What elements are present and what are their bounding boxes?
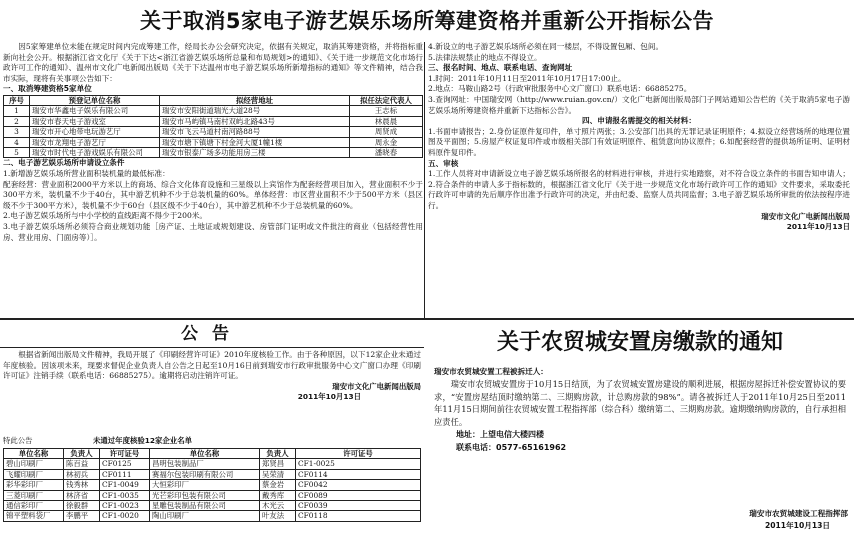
cell: 吴荣清 bbox=[260, 469, 296, 479]
condition-2: 2.电子游艺娱乐场所与中小学校的直线距离不得少于200米。 bbox=[3, 211, 207, 221]
cell: 陈百益 bbox=[64, 459, 100, 469]
registration-place: 2.地点：马鞍山路2号（行政审批服务中心文广窗口）联系电话：66885275。 bbox=[428, 84, 692, 94]
notice-paragraph: 根据省新闻出版局文件精神，我局开展了《印刷经营许可证》2010年度核验工作。由于各种原因，以下12家企业未通过年度核验。因该项未来，现要求督促企业负责人自公告之日起至10月16日前到瑞安市行政审批服务中心文广窗口办理《印刷许可证》注销手续（联系电话：66885275）。逾期将启动注销许可证。 bbox=[3, 350, 421, 381]
col-header-unit: 预登记单位名称 bbox=[30, 95, 160, 105]
cell: CF1-0049 bbox=[100, 480, 150, 490]
cell-unit: 瑞安市开心地带电玩游艺厅 bbox=[30, 127, 160, 137]
notice-table-caption bbox=[3, 435, 421, 446]
address-label: 地址： bbox=[456, 430, 480, 440]
review-process: 1.工作人员将对申请新设立电子游艺娱乐场所报名的材料进行审核，并进行实地踏察，对不符合设立条件的书面告知申请人；2.符合条件的申请人多于指标数的，根据浙江省文化厅《关于进一步规范文化市场行政许可工作的通知》文件要求，采取委托行政许可申请的先后顺序作出准予行政许可的决定，并由纪委、监察人员共同监督；3.电子游艺娱乐场所审批的依法按程序进行。 bbox=[428, 169, 850, 210]
farm-address-line bbox=[434, 428, 846, 441]
cell: 锦平塑料袋厂 bbox=[4, 511, 64, 521]
cell: 彩华彩印厂 bbox=[4, 480, 64, 490]
farm-notice-paragraph: 瑞安市农贸城安置房于10月15日结顶，为了农贸城安置房建设的顺利进展，根据房屋拆迁补偿安置协议的要求，“安置房屋结顶时缴纳第二、三期购房款，计总购房款的98%”。请各被拆迁人于2011年10月25日至2011年11月15日期间前往农贸城安置工程指挥部（综合科）缴纳第二、三期购房款。逾期缴纳购房款的，自行承担相应责任。 bbox=[434, 379, 846, 427]
cell: CF1-0023 bbox=[100, 501, 150, 511]
cell: 通信彩印厂 bbox=[4, 501, 64, 511]
cell: CF1-0035 bbox=[100, 490, 150, 500]
condition-3: 3.电子游艺娱乐场所必须符合商业规划功能［房产证、土地证或规划建设、房管部门证明或文件批注的商业（包括经营性用房、营业用房、门面房等）］。 bbox=[3, 221, 423, 242]
cell: 郑贤昌 bbox=[260, 459, 296, 469]
cell: CF0125 bbox=[100, 459, 150, 469]
cell-rep: 林晨晨 bbox=[350, 116, 423, 126]
cell: 叶友法 bbox=[260, 511, 296, 521]
col-header-unit: 单位名称 bbox=[150, 449, 260, 459]
signature-org: 瑞安市文化广电新闻出版局 bbox=[761, 211, 850, 221]
registration-time: 1.时间：2011年10月11日至2011年10月17日17:00止。 bbox=[428, 73, 626, 83]
cell-address: 瑞安市马屿镇马南村双屿北路43号 bbox=[160, 116, 350, 126]
table-row bbox=[4, 490, 421, 500]
cell-address: 瑞安市银泰广场多功能用房三楼 bbox=[160, 148, 350, 158]
farm-notice-addressee: 瑞安市农贸城安置工程被拆迁人： bbox=[434, 367, 548, 376]
col-header-license: 许可证号 bbox=[296, 449, 421, 459]
signature-date: 2011年10月13日 bbox=[786, 221, 850, 231]
cell-no: 1 bbox=[4, 106, 30, 116]
condition-1: 1.新增游艺娱乐场所营业面积装机量的最低标准： bbox=[3, 169, 170, 178]
cell: 碧山印刷厂 bbox=[4, 459, 64, 469]
table-row bbox=[4, 480, 421, 490]
main-title: 关于取消5家电子游艺娱乐场所筹建资格并重新公开指标公告 bbox=[139, 9, 715, 33]
table-row bbox=[4, 501, 421, 511]
column-divider bbox=[424, 42, 425, 318]
cell: 陶山印刷厂 bbox=[150, 511, 260, 521]
cell: 光芒彩印包装有限公司 bbox=[150, 490, 260, 500]
cell: CF0114 bbox=[296, 469, 421, 479]
notice-title: 公告 bbox=[0, 320, 424, 348]
table-row bbox=[4, 116, 423, 126]
failed-enterprises-table bbox=[3, 448, 421, 522]
cell: CF0111 bbox=[100, 469, 150, 479]
cell: 三菱印刷厂 bbox=[4, 490, 64, 500]
section-1-heading: 一、取消筹建资格5家单位 bbox=[3, 84, 92, 94]
col-header-license: 许可证号 bbox=[100, 449, 150, 459]
farm-notice-body bbox=[434, 366, 846, 454]
cell: 徐毅群 bbox=[64, 501, 100, 511]
cell-no: 4 bbox=[4, 137, 30, 147]
cell-address: 瑞安市塘下镇塘下村金河大厦1幢1楼 bbox=[160, 137, 350, 147]
col-header-person: 负责人 bbox=[64, 449, 100, 459]
cell-no: 5 bbox=[4, 148, 30, 158]
cancel-notice-right-column bbox=[428, 42, 850, 232]
cell: 星雕包装制品有限公司 bbox=[150, 501, 260, 511]
cell: 戴秀库 bbox=[260, 490, 296, 500]
table-row bbox=[4, 469, 421, 479]
phone-value: 0577-65161962 bbox=[496, 443, 567, 453]
cell-rep: 周贤成 bbox=[350, 127, 423, 137]
cancelled-units-table bbox=[3, 95, 423, 158]
cell: 木光云 bbox=[260, 501, 296, 511]
cell: CF1-0020 bbox=[100, 511, 150, 521]
col-header-unit: 单位名称 bbox=[4, 449, 64, 459]
table-row bbox=[4, 127, 423, 137]
cell-unit: 瑞安市龙翔电子游艺厅 bbox=[30, 137, 160, 147]
notice-table-block bbox=[3, 435, 421, 522]
cell: 飞耀印刷厂 bbox=[4, 469, 64, 479]
table-row bbox=[4, 106, 423, 116]
cell-no: 2 bbox=[4, 116, 30, 126]
cell: 大恒彩印厂 bbox=[150, 480, 260, 490]
cell-unit: 瑞安市春天电子游戏室 bbox=[30, 116, 160, 126]
cell-rep: 潘晓春 bbox=[350, 148, 423, 158]
condition-4: 4.新设立的电子游艺娱乐场所必须在同一楼层，不得设置包厢、包间。 bbox=[428, 42, 664, 51]
section-3-heading: 三、报名时间、地点、联系电话、查询网址 bbox=[428, 63, 573, 73]
table-header-row bbox=[4, 449, 421, 459]
farm-signature-date: 2011年10月13日 bbox=[764, 520, 830, 530]
cell-address: 瑞安市安阳街道瑞光大道28号 bbox=[160, 106, 350, 116]
cell: CF1-0025 bbox=[296, 459, 421, 469]
cell: 林济省 bbox=[64, 490, 100, 500]
table-row bbox=[4, 137, 423, 147]
col-header-address: 拟经营地址 bbox=[160, 95, 350, 105]
cell: 昌明包装制品厂 bbox=[150, 459, 260, 469]
address-value: 上望电信大楼四楼 bbox=[480, 430, 544, 440]
cell-rep: 王志标 bbox=[350, 106, 423, 116]
notice-signature-date: 2011年10月13日 bbox=[297, 391, 361, 401]
table-row bbox=[4, 459, 421, 469]
section-5-heading: 五、审核 bbox=[428, 158, 459, 168]
phone-label: 联系电话： bbox=[456, 443, 496, 453]
cell: 李鹏平 bbox=[64, 511, 100, 521]
notice-sub-left: 特此公告 bbox=[3, 436, 33, 445]
table-row bbox=[4, 511, 421, 521]
cell: 赛福尔包装印刷有限公司 bbox=[150, 469, 260, 479]
col-header-rep: 拟任法定代表人 bbox=[350, 95, 423, 105]
cell: CF0089 bbox=[296, 490, 421, 500]
table-row bbox=[4, 148, 423, 158]
intro-paragraph: 因5家筹建单位未能在规定时间内完成筹建工作，经局长办公会研究决定，依据有关规定，取消其筹建资格，并将指标重新向社会公开。根据浙江省文化厅《关于下达<浙江省游艺娱乐场所总量和布局规划>的通知》、《关于进一步规范文化市场行政许可工作的通知》、温州市文化广电新闻出版局《关于下达温州市电子游艺娱乐场所新增指标的通知》等文件精神，结合我市实际，现将有关事项公告如下： bbox=[3, 42, 423, 83]
cell: CF0118 bbox=[296, 511, 421, 521]
condition-5: 5.法律法规禁止的地点不得设立。 bbox=[428, 52, 542, 62]
cell-address: 瑞安市飞云马道村南河路88号 bbox=[160, 127, 350, 137]
notice-table-title: 未通过年度核验12家企业名单 bbox=[93, 436, 192, 445]
notice-signature-org: 瑞安市文化广电新闻出版局 bbox=[332, 381, 421, 391]
condition-1-detail: 配套经营：营业面积2000平方米以上的商场、综合文化体育设施和三星级以上宾馆作为配套经营项目加入，营业面积不少于300平方米，装机量不少于40台，其中游艺机种不少于总装机量的60%。单体经营：市区营业面积不少于500平方米（县区级不少于300平方米），装机量不少于60台（县区级不少于40台），其中游艺机种不少于总装机量的60%。 bbox=[3, 179, 423, 210]
cell-rep: 周永金 bbox=[350, 137, 423, 147]
cancel-notice-left-column bbox=[3, 42, 423, 243]
materials-list: 1.书面申请报告；2.身份证原件复印件，单寸照片两张；3.公安部门出具的无罪记录证明原件；4.拟设立经营场所的地理位置图及平面图；5.房屋产权证复印件或市级相关部门有效证明原件、租赁意向协议原件；6.如配套经营的提供场所证明、证明材料原件复印件。 bbox=[428, 126, 850, 157]
cell: 林初兵 bbox=[64, 469, 100, 479]
cell: CF0039 bbox=[296, 501, 421, 511]
section-2-heading: 二、电子游艺娱乐场所申请设立条件 bbox=[3, 158, 125, 168]
cell-unit: 瑞安市华鑫电子娱乐有限公司 bbox=[30, 106, 160, 116]
query-website: 3.查询网址：中国瑞安网（http://www.ruian.gov.cn/）文化广电新闻出版局部门子网站通知公告栏的《关于取消5家电子游艺娱乐场所筹建资格并重新下达指标公告》。 bbox=[428, 94, 850, 115]
cell: CF0042 bbox=[296, 480, 421, 490]
cell: 蔡金岩 bbox=[260, 480, 296, 490]
cell: 钱秀林 bbox=[64, 480, 100, 490]
cell-no: 3 bbox=[4, 127, 30, 137]
cell-unit: 瑞安市时代电子游戏娱乐有限公司 bbox=[30, 148, 160, 158]
col-header-no: 序号 bbox=[4, 95, 30, 105]
table-header-row bbox=[4, 95, 423, 105]
section-4-heading: 四、申请报名需提交的相关材料： bbox=[582, 116, 696, 126]
notice-body bbox=[3, 350, 421, 402]
farm-notice-title: 关于农贸城安置房缴款的通知 bbox=[496, 330, 783, 355]
farm-signature bbox=[428, 508, 848, 531]
farm-signature-org: 瑞安市农贸城建设工程指挥部 bbox=[749, 509, 848, 518]
farm-phone-line bbox=[434, 441, 846, 454]
col-header-person: 负责人 bbox=[260, 449, 296, 459]
